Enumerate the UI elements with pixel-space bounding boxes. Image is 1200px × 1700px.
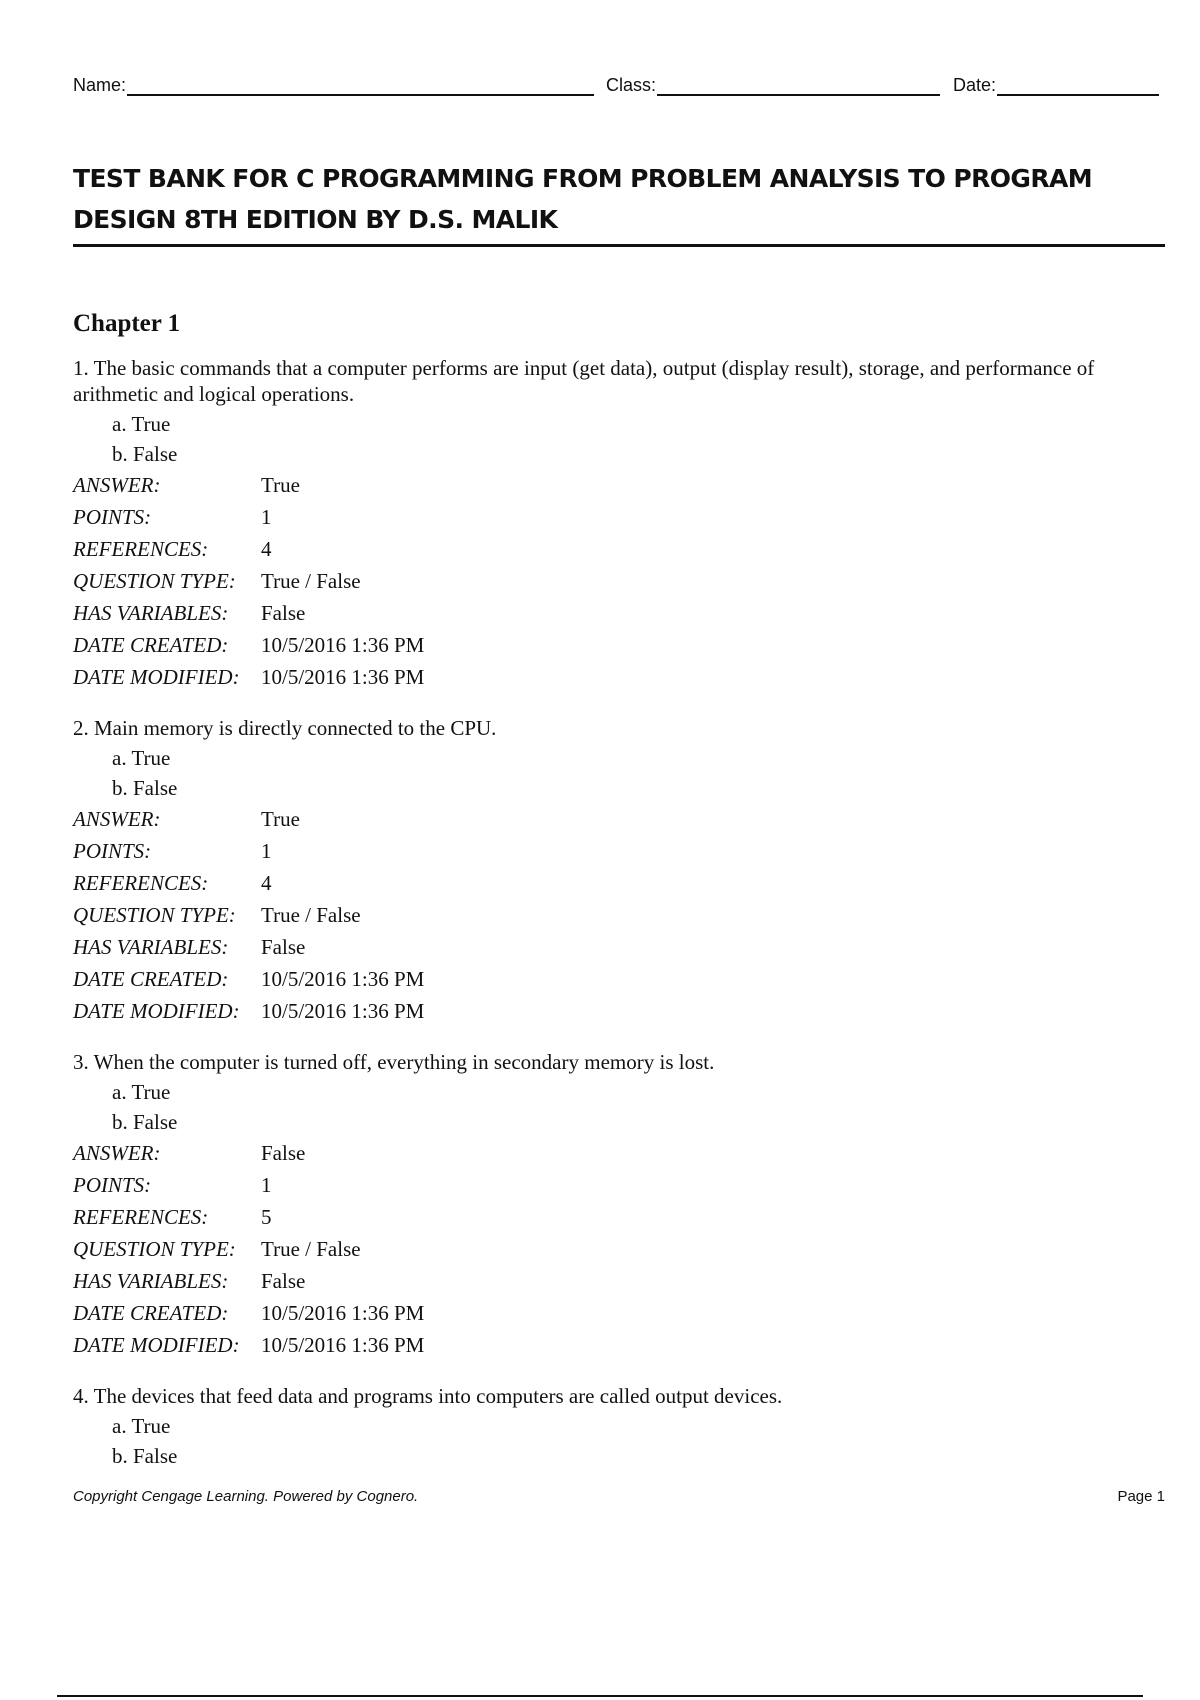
question-text: 3. When the computer is turned off, everything in secondary memory is lost.: [73, 1050, 715, 1074]
date-created-label: DATE CREATED:: [73, 1301, 229, 1325]
answer-label: ANSWER:: [73, 473, 161, 497]
name-label: Name:: [73, 75, 127, 95]
chapter-heading: Chapter 1: [73, 310, 181, 337]
question-type-value: True / False: [261, 903, 361, 927]
date-modified-label: DATE MODIFIED:: [73, 999, 240, 1023]
date-blank[interactable]: [997, 72, 1159, 96]
copyright-text: Copyright Cengage Learning. Powered by Cognero.: [73, 1488, 419, 1505]
question-metadata: [73, 1137, 424, 1361]
document-title: TEST BANK FOR C PROGRAMMING FROM PROBLEM ANALYSIS TO PROGRAM DESIGN 8TH EDITION BY D.S. MALIK: [73, 158, 1165, 247]
question-list: [73, 355, 1165, 1493]
points-value: 1: [261, 839, 272, 863]
points-label: POINTS:: [73, 1173, 152, 1197]
answer-label: ANSWER:: [73, 1141, 161, 1165]
class-blank[interactable]: [657, 72, 940, 96]
date-modified-value: 10/5/2016 1:36 PM: [261, 665, 425, 689]
date-created-value: 10/5/2016 1:36 PM: [261, 1301, 425, 1325]
date-label: Date:: [953, 75, 997, 95]
question-type-value: True / False: [261, 569, 361, 593]
references-value: 5: [261, 1205, 272, 1229]
has-variables-label: HAS VARIABLES:: [73, 935, 229, 959]
date-created-label: DATE CREATED:: [73, 633, 229, 657]
points-label: POINTS:: [73, 839, 152, 863]
answer-value: True: [261, 807, 300, 831]
option-true: a. True: [112, 1414, 171, 1438]
name-blank[interactable]: [127, 72, 594, 96]
option-false: b. False: [112, 1110, 178, 1134]
question-text: 4. The devices that feed data and programs into computers are called output devices.: [73, 1384, 783, 1408]
class-label: Class:: [606, 75, 657, 95]
option-true: a. True: [112, 1080, 171, 1104]
question-metadata: [73, 469, 424, 693]
option-false: b. False: [112, 776, 178, 800]
references-label: REFERENCES:: [73, 1205, 209, 1229]
name-field: [73, 72, 594, 96]
has-variables-label: HAS VARIABLES:: [73, 1269, 229, 1293]
option-false: b. False: [112, 1444, 178, 1468]
option-true: a. True: [112, 746, 171, 770]
question-metadata: [73, 803, 424, 1027]
class-field: [606, 72, 940, 96]
points-value: 1: [261, 505, 272, 529]
has-variables-value: False: [261, 601, 306, 625]
date-modified-label: DATE MODIFIED:: [73, 1333, 240, 1357]
date-modified-value: 10/5/2016 1:36 PM: [261, 999, 425, 1023]
points-value: 1: [261, 1173, 272, 1197]
has-variables-value: False: [261, 935, 306, 959]
question-text: 2. Main memory is directly connected to the CPU.: [73, 716, 497, 740]
student-info-line: [73, 72, 1165, 102]
references-label: REFERENCES:: [73, 871, 209, 895]
answer-label: ANSWER:: [73, 807, 161, 831]
points-label: POINTS:: [73, 505, 152, 529]
option-false: b. False: [112, 442, 178, 466]
option-true: a. True: [112, 412, 171, 436]
has-variables-label: HAS VARIABLES:: [73, 601, 229, 625]
references-label: REFERENCES:: [73, 537, 209, 561]
page-bottom-divider: [57, 1695, 1143, 1697]
question-type-label: QUESTION TYPE:: [73, 569, 236, 593]
question-item: [73, 715, 1165, 1027]
references-value: 4: [261, 871, 272, 895]
answer-value: False: [261, 1141, 306, 1165]
question-item: [73, 355, 1165, 693]
question-type-value: True / False: [261, 1237, 361, 1261]
date-created-label: DATE CREATED:: [73, 967, 229, 991]
question-item: [73, 1049, 1165, 1361]
date-created-value: 10/5/2016 1:36 PM: [261, 633, 425, 657]
date-field: [953, 72, 1159, 96]
date-created-value: 10/5/2016 1:36 PM: [261, 967, 425, 991]
page-number: Page 1: [1117, 1488, 1165, 1505]
date-modified-label: DATE MODIFIED:: [73, 665, 240, 689]
references-value: 4: [261, 537, 272, 561]
question-type-label: QUESTION TYPE:: [73, 903, 236, 927]
question-item: [73, 1383, 1165, 1471]
date-modified-value: 10/5/2016 1:36 PM: [261, 1333, 425, 1357]
answer-value: True: [261, 473, 300, 497]
has-variables-value: False: [261, 1269, 306, 1293]
question-type-label: QUESTION TYPE:: [73, 1237, 236, 1261]
question-text: 1. The basic commands that a computer performs are input (get data), output (display result), storage, and performance of arithmetic and logical operations.: [73, 356, 1095, 406]
